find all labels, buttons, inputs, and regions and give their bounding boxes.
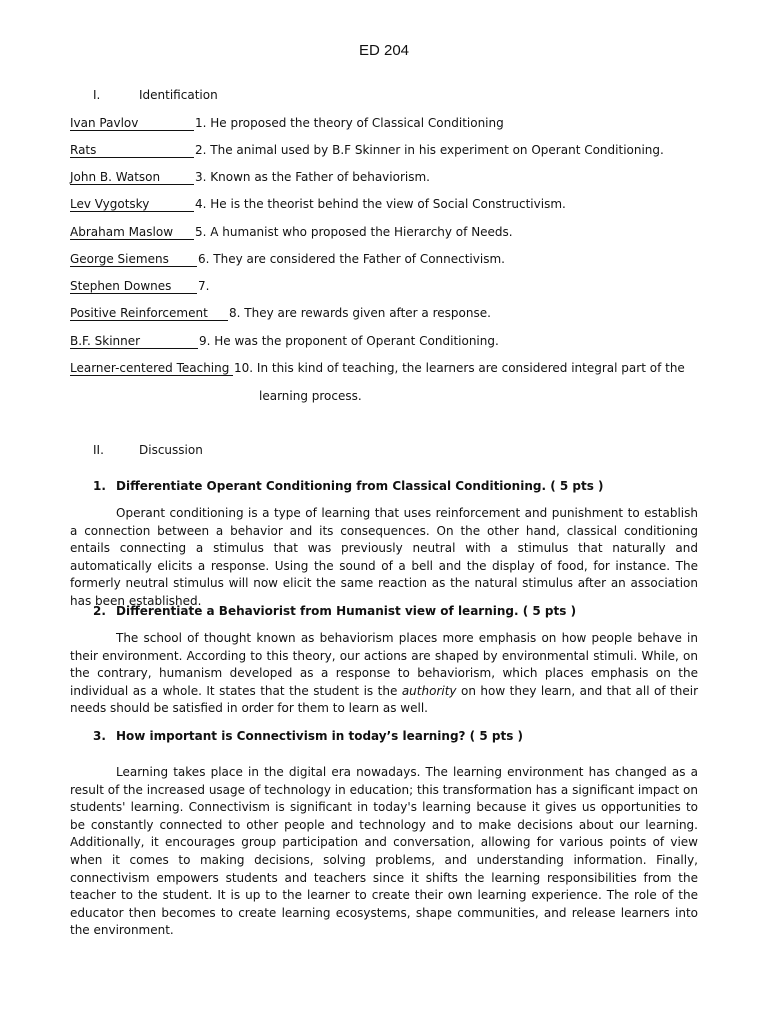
discussion-answer: Learning takes place in the digital era nowadays. The learning environment has changed as a result of the increased usage of technology in education; this transformation has a significant impact on students' learning. Connectivism is significant in today's learning because it gives us opportunities to be constantly connected to other people and technology and to make decisions about our learning. Additionally, it encourages group participation and conversation, allowing for various points of view when it comes to making decisions, solving problems, and understanding information. Finally, connectivism empowers students and teachers since it shifts the learning responsibilities from the teacher to the student. It is up to the learner to create their own learning experience. The role of the educator then becomes to create learning ecosystems, shape communities, and release learners into the environment. bbox=[70, 765, 698, 938]
identification-answer: Rats bbox=[70, 144, 194, 158]
discussion-question bbox=[93, 479, 604, 493]
identification-answer: John B. Watson bbox=[70, 171, 194, 185]
document-title: ED 204 bbox=[358, 42, 410, 59]
identification-question: 1. He proposed the theory of Classical Conditioning bbox=[195, 116, 504, 130]
answer-text: The school of thought known as behaviorism places more emphasis on how people behave in their environment. According to this theory, our actions are shaped by environmental stimuli. While, on the contrary, humanism developed as a response to behaviorism, which places emphasis on the individual as a whole. It states that the student is the bbox=[70, 631, 698, 698]
identification-question: 3. Known as the Father of behaviorism. bbox=[195, 170, 430, 184]
question-text: Differentiate Operant Conditioning from Classical Conditioning. ( 5 pts ) bbox=[116, 479, 604, 493]
identification-question: 2. The animal used by B.F Skinner in his experiment on Operant Conditioning. bbox=[195, 143, 664, 157]
identification-item bbox=[70, 116, 504, 131]
section-discussion-heading bbox=[93, 443, 203, 457]
identification-question: 9. He was the proponent of Operant Conditioning. bbox=[199, 334, 499, 348]
identification-item bbox=[70, 279, 209, 294]
identification-question: 5. A humanist who proposed the Hierarchy of Needs. bbox=[195, 225, 513, 239]
identification-continuation: learning process. bbox=[259, 389, 362, 403]
identification-question: 6. They are considered the Father of Connectivism. bbox=[198, 252, 505, 266]
discussion-answer bbox=[70, 630, 698, 718]
identification-item bbox=[70, 143, 664, 158]
identification-answer: B.F. Skinner bbox=[70, 335, 198, 349]
section-number: II. bbox=[93, 443, 104, 457]
discussion-answer: Operant conditioning is a type of learning that uses reinforcement and punishment to establish a connection between a behavior and its consequences. On the other hand, classical conditioning entails connecting a stimulus that was previously neutral with a stimulus that naturally and automatically elicits a response. Using the sound of a bell and the display of food, for instance. The formerly neutral stimulus will now elicit the same reaction as the natural stimulus after an association has been established. bbox=[70, 506, 698, 608]
section-identification-heading bbox=[93, 88, 218, 102]
identification-answer: Learner-centered Teaching bbox=[70, 362, 233, 376]
section-title: Identification bbox=[139, 88, 218, 102]
identification-item bbox=[70, 361, 685, 376]
identification-item bbox=[70, 334, 499, 349]
identification-answer: Stephen Downes bbox=[70, 280, 197, 294]
question-number: 1. bbox=[93, 479, 106, 493]
identification-answer: Abraham Maslow bbox=[70, 226, 194, 240]
discussion-question bbox=[93, 604, 576, 618]
emphasized-word: authority bbox=[401, 683, 457, 698]
identification-answer: Lev Vygotsky bbox=[70, 198, 194, 212]
identification-question: 4. He is the theorist behind the view of Social Constructivism. bbox=[195, 197, 566, 211]
identification-answer: Ivan Pavlov bbox=[70, 117, 194, 131]
question-text: How important is Connectivism in today’s learning? ( 5 pts ) bbox=[116, 729, 523, 743]
identification-question: 10. In this kind of teaching, the learners are considered integral part of the bbox=[234, 361, 685, 375]
identification-answer: Positive Reinforcement bbox=[70, 307, 228, 321]
question-text: Differentiate a Behaviorist from Humanist view of learning. ( 5 pts ) bbox=[116, 604, 577, 618]
section-title: Discussion bbox=[139, 443, 203, 457]
identification-answer: George Siemens bbox=[70, 253, 197, 267]
section-number: I. bbox=[93, 88, 101, 102]
question-number: 3. bbox=[93, 729, 106, 743]
identification-item bbox=[70, 252, 505, 267]
identification-item bbox=[70, 225, 513, 240]
answer-text: on how they learn, and that all of their needs should be satisfied in order for them to learn as well. bbox=[70, 683, 698, 716]
identification-question: 7. bbox=[198, 279, 210, 293]
discussion-question bbox=[93, 729, 523, 743]
identification-item bbox=[70, 306, 491, 321]
identification-question: 8. They are rewards given after a response. bbox=[229, 306, 491, 320]
identification-item bbox=[70, 197, 566, 212]
question-number: 2. bbox=[93, 604, 106, 618]
identification-item bbox=[70, 170, 430, 185]
